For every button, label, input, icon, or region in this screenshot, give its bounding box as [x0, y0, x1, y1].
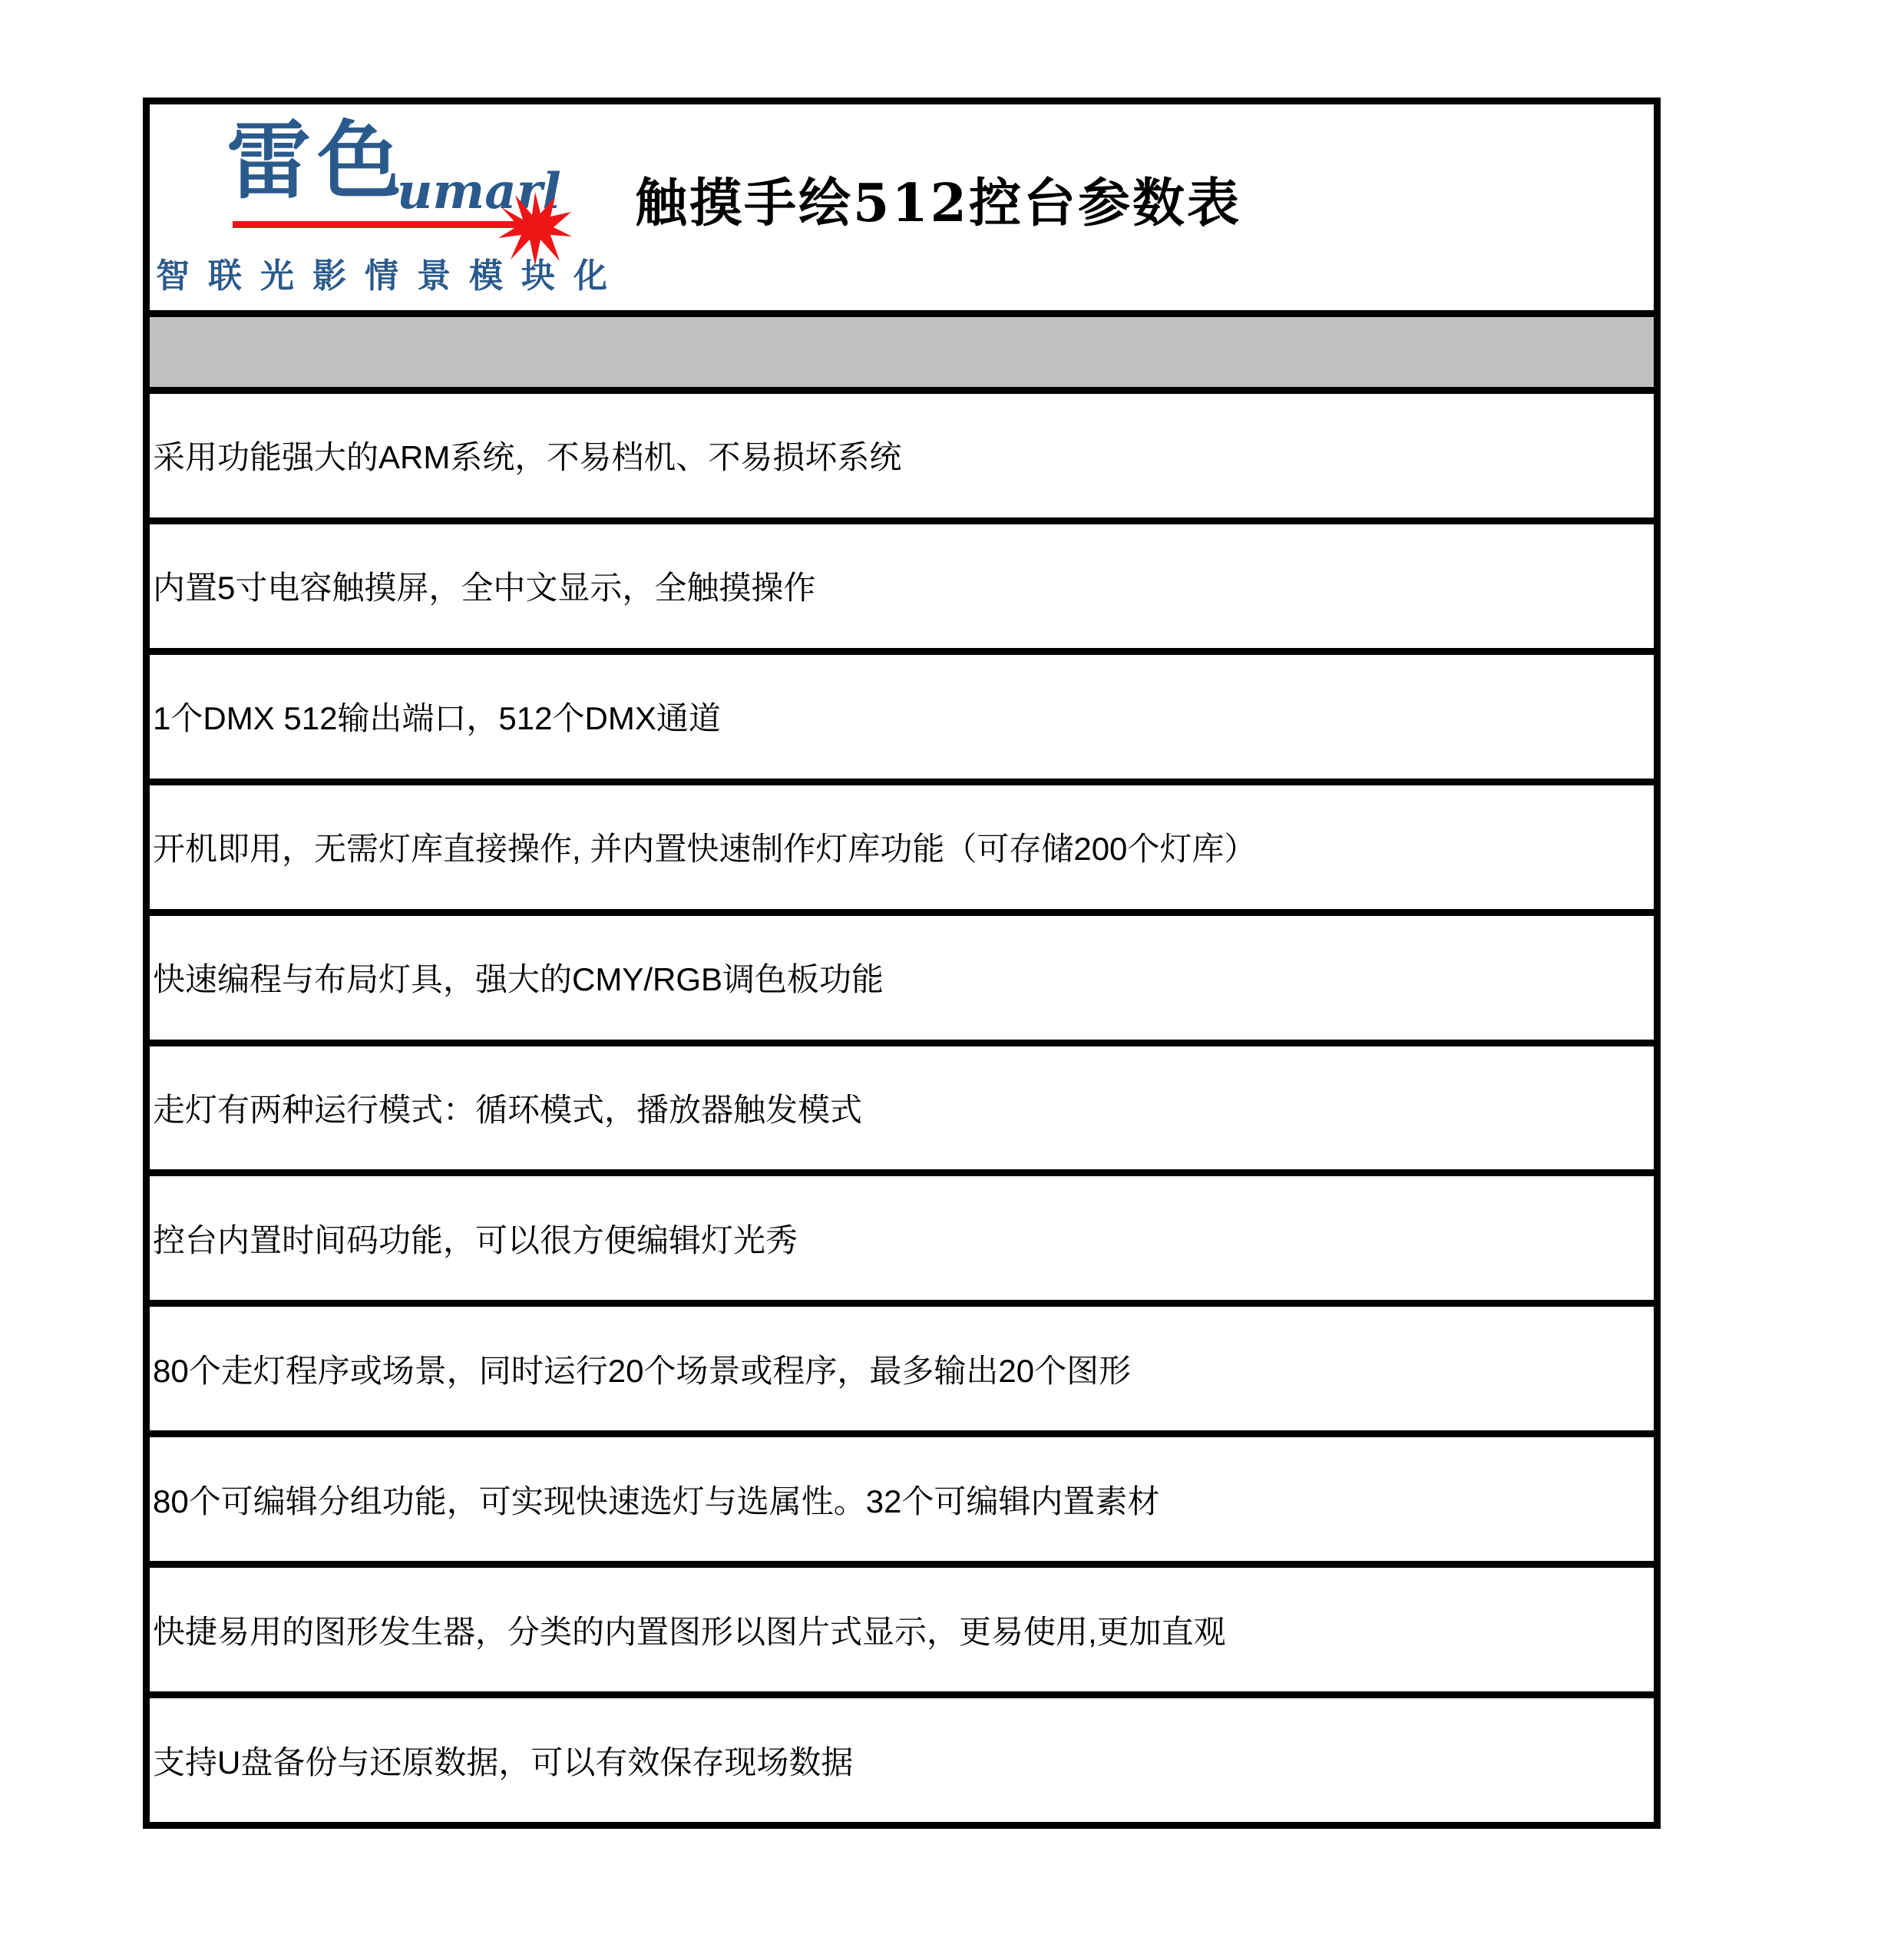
row-text: 80个走灯程序或场景，同时运行20个场景或程序，最多输出20个图形 — [153, 1352, 1132, 1389]
table-row — [150, 1046, 1654, 1177]
table-row — [150, 1698, 1654, 1822]
table-row — [150, 1176, 1654, 1307]
row-text: 内置5寸电容触摸屏，全中文显示，全触摸操作 — [153, 570, 816, 607]
row-text: 控台内置时间码功能，可以很方便编辑灯光秀 — [153, 1222, 798, 1258]
table-row — [150, 524, 1654, 655]
table-row — [150, 785, 1654, 916]
header-separator-band — [150, 310, 1654, 394]
logo-tagline: 智联光影情景模块化 — [156, 256, 626, 296]
row-text: 开机即用，无需灯库直接操作, 并内置快速制作灯库功能（可存储200个灯库） — [153, 831, 1257, 868]
row-text: 1个DMX 512输出端口，512个DMX通道 — [153, 700, 721, 737]
page-title: 触摸手绘512控台参数表 — [635, 173, 1241, 234]
row-text: 快速编程与布局灯具，强大的CMY/RGB调色板功能 — [153, 961, 884, 998]
row-text: 走灯有两种运行模式：循环模式，播放器触发模式 — [153, 1091, 863, 1128]
table-header-cell — [150, 104, 1654, 310]
table-row — [150, 394, 1654, 524]
spec-table — [143, 98, 1661, 1829]
logo-underline — [233, 221, 538, 228]
table-row — [150, 916, 1654, 1046]
logo-cn-text: 雷色 — [226, 111, 408, 210]
table-row — [150, 1568, 1654, 1698]
starburst-icon — [497, 190, 574, 267]
row-text: 支持U盘备份与还原数据，可以有效保存现场数据 — [153, 1744, 854, 1780]
table-row — [150, 1307, 1654, 1437]
table-row — [150, 655, 1654, 785]
row-text: 采用功能强大的ARM系统，不易档机、不易损坏系统 — [153, 439, 902, 476]
logo-latin-text: umarl — [397, 163, 561, 220]
row-text: 快捷易用的图形发生器，分类的内置图形以图片式显示，更易使用,更加直观 — [153, 1613, 1226, 1650]
spec-rows — [150, 394, 1654, 1822]
table-row — [150, 1437, 1654, 1568]
row-text: 80个可编辑分组功能，可实现快速选灯与选属性。32个可编辑内置素材 — [153, 1483, 1160, 1519]
